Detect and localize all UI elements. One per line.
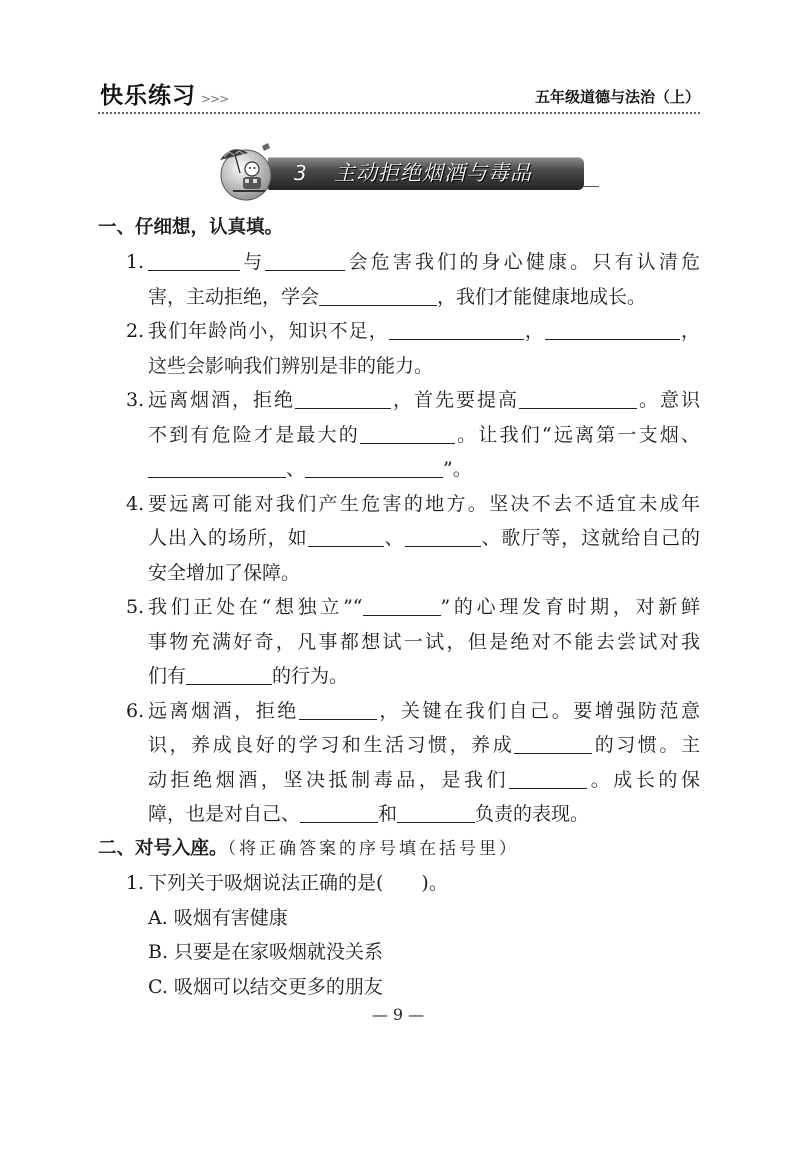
question-text: 与 bbox=[240, 251, 266, 274]
question-number: 2. bbox=[126, 320, 145, 343]
question-text: ”。 bbox=[443, 458, 472, 481]
question-text: 和 bbox=[378, 803, 398, 826]
question-text: 们有 bbox=[148, 665, 187, 688]
question-number: 1. bbox=[126, 251, 145, 274]
section-instruction: （将正确答案的序号填在括号里） bbox=[227, 838, 520, 859]
question-line bbox=[126, 590, 701, 625]
question-line bbox=[148, 521, 700, 556]
question-text: 人出入的场所，如 bbox=[148, 527, 308, 550]
lesson-number: 3 bbox=[294, 161, 307, 185]
section-title-text: 二、对号入座。 bbox=[98, 837, 228, 859]
question-stem: 下列关于吸烟说法正确的是( )。 bbox=[148, 872, 448, 895]
question-line bbox=[126, 487, 700, 522]
answer-blank bbox=[389, 321, 524, 340]
page-number: — 9 — bbox=[371, 1005, 425, 1024]
header-divider bbox=[98, 112, 700, 114]
answer-blank bbox=[265, 252, 345, 271]
question-text: 不到有危险才是最大的 bbox=[148, 423, 360, 446]
option-text: 吸烟可以结交更多的朋友 bbox=[173, 975, 383, 998]
question-text: ， bbox=[523, 320, 545, 343]
question-text: 会危害我们的身心健康。只有认清危 bbox=[345, 251, 700, 274]
answer-blank bbox=[509, 770, 587, 789]
answer-blank bbox=[300, 804, 378, 823]
question-text: 远离烟酒，拒绝 bbox=[148, 389, 295, 412]
answer-blank bbox=[295, 390, 391, 409]
question-number: 3. bbox=[126, 389, 145, 412]
question-text: 害，主动拒绝，学会 bbox=[148, 285, 320, 308]
choice-option-a bbox=[148, 901, 700, 936]
question-text: 我们正处在“想独立”“ bbox=[148, 596, 363, 619]
question-text: 这些会影响我们辨别是非的能力。 bbox=[148, 354, 434, 377]
answer-blank bbox=[545, 321, 680, 340]
answer-blank bbox=[363, 597, 441, 616]
chevrons-icon: >>> bbox=[201, 92, 229, 106]
section-title-multiple-choice bbox=[98, 832, 700, 867]
question-line bbox=[126, 383, 700, 418]
question-text: 识，养成良好的学习和生活习惯，养成 bbox=[148, 734, 515, 757]
question-line bbox=[126, 694, 700, 729]
question-text: 、歌厅等，这就给自己的 bbox=[480, 527, 700, 550]
question-2 bbox=[98, 314, 700, 383]
answer-blank bbox=[148, 252, 240, 271]
question-text: 远离烟酒，拒绝 bbox=[148, 699, 299, 722]
question-text: ，我们才能健康地成长。 bbox=[437, 285, 647, 308]
question-text: 障，也是对自己、 bbox=[148, 803, 301, 826]
question-number: 5. bbox=[126, 596, 145, 619]
workbook-title: 快乐练习 bbox=[100, 83, 196, 109]
question-text: 要远离可能对我们产生危害的地方。坚决不去不适宜未成年 bbox=[148, 492, 700, 515]
banner-underline bbox=[583, 186, 599, 187]
question-text: 安全增加了保障。 bbox=[148, 561, 301, 584]
option-text: 吸烟有害健康 bbox=[173, 906, 288, 929]
question-line bbox=[126, 866, 700, 901]
answer-blank bbox=[148, 459, 286, 478]
question-line bbox=[148, 280, 700, 315]
choice-question-1 bbox=[98, 866, 700, 1004]
question-4 bbox=[98, 487, 700, 591]
question-text: ， bbox=[679, 320, 700, 343]
question-line bbox=[148, 452, 700, 487]
question-line bbox=[148, 728, 700, 763]
question-line bbox=[148, 418, 700, 453]
answer-blank bbox=[299, 701, 377, 720]
question-line bbox=[148, 797, 700, 832]
subject-label: 五年级道德与法治（上） bbox=[534, 88, 700, 106]
question-line bbox=[148, 625, 700, 660]
answer-blank bbox=[186, 666, 272, 685]
question-line bbox=[148, 349, 700, 384]
answer-blank bbox=[308, 528, 384, 547]
question-text: ，关键在我们自己。要增强防范意 bbox=[376, 699, 700, 722]
question-5 bbox=[98, 590, 700, 694]
lesson-title: 主动拒绝烟酒与毒品 bbox=[334, 161, 532, 185]
question-text: 负责的表现。 bbox=[475, 803, 590, 826]
answer-blank bbox=[319, 287, 437, 306]
question-text: 、 bbox=[286, 458, 306, 481]
question-text: 。让我们“远离第一支烟、 bbox=[454, 423, 700, 446]
question-line bbox=[126, 314, 700, 349]
choice-option-c bbox=[148, 970, 700, 1005]
option-text: 只要是在家吸烟就没关系 bbox=[174, 941, 384, 964]
choice-option-b bbox=[148, 935, 700, 970]
question-text: 、 bbox=[383, 527, 405, 550]
exercise-content bbox=[98, 211, 700, 1005]
question-text: 动拒绝烟酒，坚决抵制毒品，是我们 bbox=[148, 768, 510, 791]
section-title-fill-in: 一、仔细想，认真填。 bbox=[98, 216, 284, 238]
question-line bbox=[148, 763, 700, 798]
question-line bbox=[148, 659, 700, 694]
answer-blank bbox=[514, 735, 592, 754]
question-number: 4. bbox=[126, 492, 145, 515]
option-label: B. bbox=[148, 941, 169, 964]
option-label: C. bbox=[148, 975, 168, 998]
answer-blank bbox=[360, 425, 455, 444]
question-text: 的行为。 bbox=[272, 665, 349, 688]
question-line bbox=[126, 245, 700, 280]
lesson-banner bbox=[268, 157, 584, 190]
question-text: 的习惯。主 bbox=[592, 734, 700, 757]
question-text: 。意识 bbox=[636, 389, 700, 412]
lesson-illustration-icon bbox=[215, 140, 277, 202]
question-3 bbox=[98, 383, 700, 487]
answer-blank bbox=[305, 459, 443, 478]
question-1 bbox=[98, 245, 700, 314]
option-label: A. bbox=[148, 906, 168, 929]
question-number: 1. bbox=[126, 872, 145, 895]
question-text: 我们年龄尚小，知识不足， bbox=[148, 320, 389, 343]
question-text: 事物充满好奇，凡事都想试一试，但是绝对不能去尝试对我 bbox=[148, 630, 700, 653]
question-text: 。成长的保 bbox=[587, 768, 700, 791]
question-number: 6. bbox=[126, 699, 145, 722]
answer-blank bbox=[519, 390, 637, 409]
question-text: ，首先要提高 bbox=[390, 389, 519, 412]
answer-blank bbox=[397, 804, 475, 823]
question-6 bbox=[98, 694, 700, 832]
question-line bbox=[148, 556, 700, 591]
answer-blank bbox=[405, 528, 481, 547]
question-text: ”的心理发育时期，对新鲜 bbox=[440, 596, 701, 619]
